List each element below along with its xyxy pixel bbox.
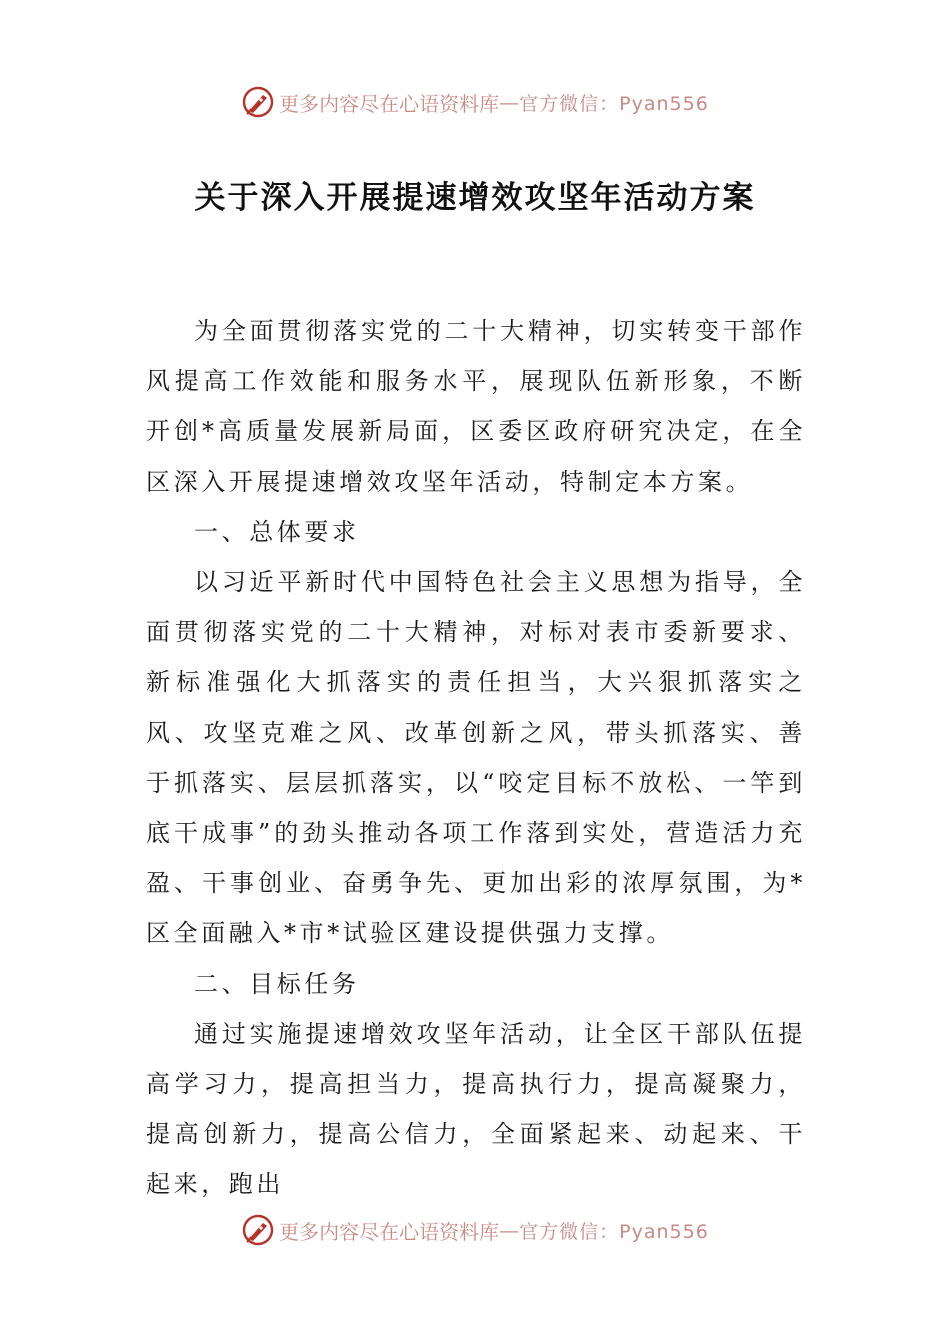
watermark-footer [0,1208,950,1252]
watermark-wechat: 官方微信：Pyan556 [519,92,709,115]
pen-nib-circle-icon [241,85,275,119]
watermark-dash: — [499,1218,520,1242]
document-body [146,306,806,1210]
watermark-header [0,80,950,124]
watermark-brand: 更多内容尽在心语资料库 [279,91,500,116]
watermark-dash: — [499,90,520,114]
document-title: 关于深入开展提速增效攻坚年活动方案 [194,180,756,216]
pen-nib-circle-icon [241,1213,275,1247]
section-heading-goals-tasks: 二、目标任务 [194,969,360,998]
section-heading-overall-requirements: 一、总体要求 [194,517,360,546]
paragraph-goals-tasks: 通过实施提速增效攻坚年活动，让全区干部队伍提高学习力，提高担当力，提高执行力，提高凝聚力，提高创新力，提高公信力，全面紧起来、动起来、干起来，跑出 [146,1019,806,1199]
watermark-wechat: 官方微信：Pyan556 [519,1220,709,1243]
paragraph-overall-requirements: 以习近平新时代中国特色社会主义思想为指导，全面贯彻落实党的二十大精神，对标对表市委新要求、新标准强化大抓落实的责任担当，大兴狠抓落实之风、攻坚克难之风、改革创新之风，带头抓落实、善于抓落实、层层抓落实，以“咬定目标不放松、一竿到底干成事”的劲头推动各项工作落到实处，营造活力充盈、干事创业、奋勇争先、更加出彩的浓厚氛围，为*区全面融入*市*试验区建设提供强力支撑。 [146,568,806,948]
paragraph-intro: 为全面贯彻落实党的二十大精神，切实转变干部作风提高工作效能和服务水平，展现队伍新形象，不断开创*高质量发展新局面，区委区政府研究决定，在全区深入开展提速增效攻坚年活动，特制定本方案。 [146,317,806,496]
watermark-brand: 更多内容尽在心语资料库 [279,1219,500,1244]
